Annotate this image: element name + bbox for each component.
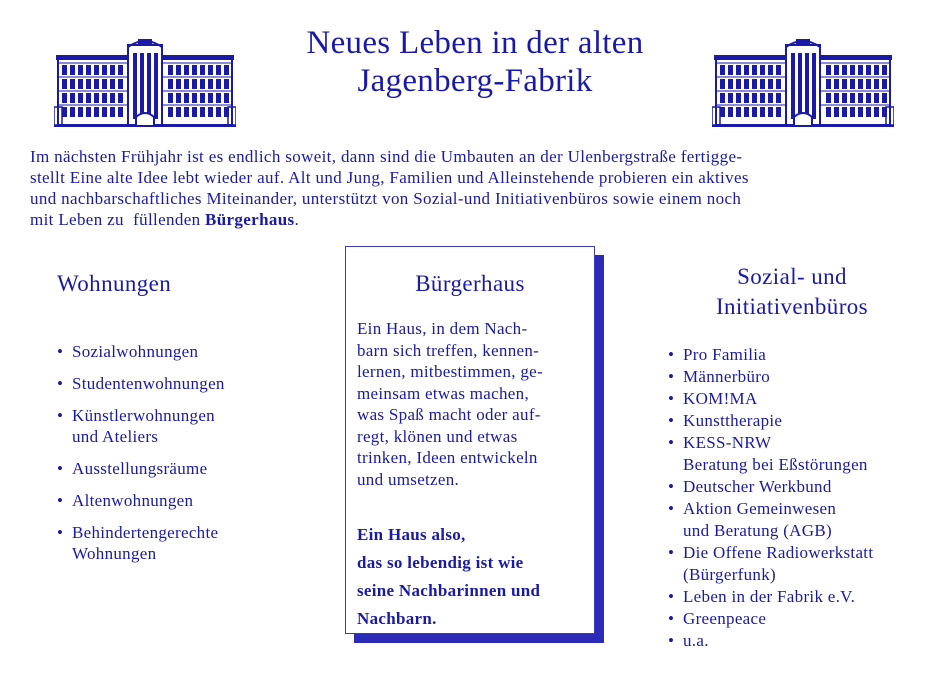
- buergerhaus-box: [345, 246, 595, 634]
- list-item: [668, 608, 948, 630]
- list-item-text: und Beratung (AGB): [683, 521, 832, 540]
- list-item-text: und Ateliers: [72, 427, 159, 446]
- list-item-text: • Altenwohnungen: [72, 491, 194, 510]
- buergerhaus-body-text: [357, 318, 592, 490]
- list-item: [57, 341, 317, 362]
- list-item: [668, 586, 948, 608]
- list-item-text: • Die Offene Radiowerkstatt: [683, 543, 874, 562]
- list-item-text: (Bürgerfunk): [683, 565, 776, 584]
- list-item-text: • Kunsttherapie: [683, 411, 783, 430]
- list-item: [57, 373, 317, 394]
- list-item: [668, 344, 948, 366]
- box-text-line: regt, klönen und etwas: [357, 426, 518, 446]
- intro-paragraph: [30, 146, 920, 230]
- list-item: [668, 498, 948, 542]
- list-item: [668, 542, 948, 586]
- list-item-text: Beratung bei Eßstörungen: [683, 455, 868, 474]
- list-item-text: • Künstlerwohnungen: [72, 406, 215, 425]
- intro-line-2: stellt Eine alte Idee lebt wieder auf. Alt und Jung, Familien und Alleinstehende probieren ein aktives: [30, 168, 749, 187]
- title-line-1: Neues Leben in der alten: [306, 25, 644, 61]
- list-item-text: • Sozialwohnungen: [72, 342, 199, 361]
- list-item-text: Wohnungen: [72, 544, 157, 563]
- box-text-line: Ein Haus, in dem Nach-: [357, 319, 528, 338]
- box-text-line: und umsetzen.: [357, 469, 460, 489]
- intro-line-4-prefix: mit Leben zu füllenden: [30, 210, 206, 229]
- bueros-heading-line-2: Initiativenbüros: [715, 294, 869, 319]
- list-item: [668, 630, 948, 652]
- page-title: [230, 24, 720, 100]
- list-item: [668, 410, 948, 432]
- list-item-text: • Pro Familia: [683, 345, 767, 364]
- intro-buergerhaus-bold: Bürgerhaus: [205, 210, 295, 229]
- list-item: [57, 490, 317, 511]
- factory-building-illustration-right: [712, 37, 894, 129]
- list-item-text: • Ausstellungsräume: [72, 459, 208, 478]
- box-text-line: trinken, Ideen entwickeln: [357, 448, 538, 467]
- bueros-section: [668, 262, 938, 650]
- list-item-text: • Leben in der Fabrik e.V.: [683, 587, 856, 606]
- list-item-text: • KOM!MA: [683, 389, 758, 408]
- title-line-2: Jagenberg-Fabrik: [357, 63, 593, 99]
- list-item-text: • Aktion Gemeinwesen: [683, 499, 837, 518]
- box-text-line: Ein Haus also,: [357, 525, 466, 544]
- bueros-heading-line-1: Sozial- und: [737, 264, 847, 289]
- list-item: [57, 522, 317, 564]
- wohnungen-section: [57, 270, 307, 563]
- box-text-line: das so lebendig ist wie: [357, 553, 524, 572]
- list-item-text: • Deutscher Werkbund: [683, 477, 832, 496]
- list-item-text: • Greenpeace: [683, 609, 767, 628]
- intro-line-3: und nachbarschaftliches Miteinander, unterstützt von Sozial-und Initiativenbüros sowie einem noch: [30, 189, 742, 208]
- list-item-text: • u.a.: [683, 631, 709, 650]
- list-item: [57, 458, 317, 479]
- box-text-line: seine Nachbarinnen und: [357, 581, 541, 600]
- list-item-text: • Männerbüro: [683, 367, 771, 386]
- factory-building-illustration-left: [54, 37, 236, 129]
- box-text-line: meinsam etwas machen,: [357, 383, 529, 403]
- box-text-line: was Spaß macht oder auf-: [357, 405, 541, 424]
- list-item: [57, 405, 317, 447]
- intro-line-4: [30, 209, 920, 230]
- box-text-line: Nachbarn.: [357, 609, 437, 628]
- wohnungen-list: [57, 341, 317, 575]
- list-item-text: • KESS-NRW: [683, 433, 772, 452]
- buergerhaus-heading: Bürgerhaus: [415, 271, 525, 296]
- list-item: [668, 476, 948, 498]
- list-item: [668, 366, 948, 388]
- buergerhaus-bold-text: [357, 521, 592, 633]
- bueros-list: [668, 344, 948, 652]
- list-item: [668, 388, 948, 410]
- bueros-heading: [668, 262, 916, 322]
- list-item-text: • Behindertengerechte: [72, 523, 219, 542]
- box-text-line: lernen, mitbestimmen, ge-: [357, 362, 543, 381]
- intro-line-4-suffix: .: [294, 210, 300, 229]
- list-item-text: • Studentenwohnungen: [72, 374, 225, 393]
- list-item: [668, 432, 948, 476]
- box-text-line: barn sich treffen, kennen-: [357, 340, 540, 360]
- wohnungen-heading: Wohnungen: [57, 271, 172, 296]
- intro-line-1: Im nächsten Frühjahr ist es endlich soweit, dann sind die Umbauten an der Ulenbergstraße fertigge-: [30, 147, 743, 166]
